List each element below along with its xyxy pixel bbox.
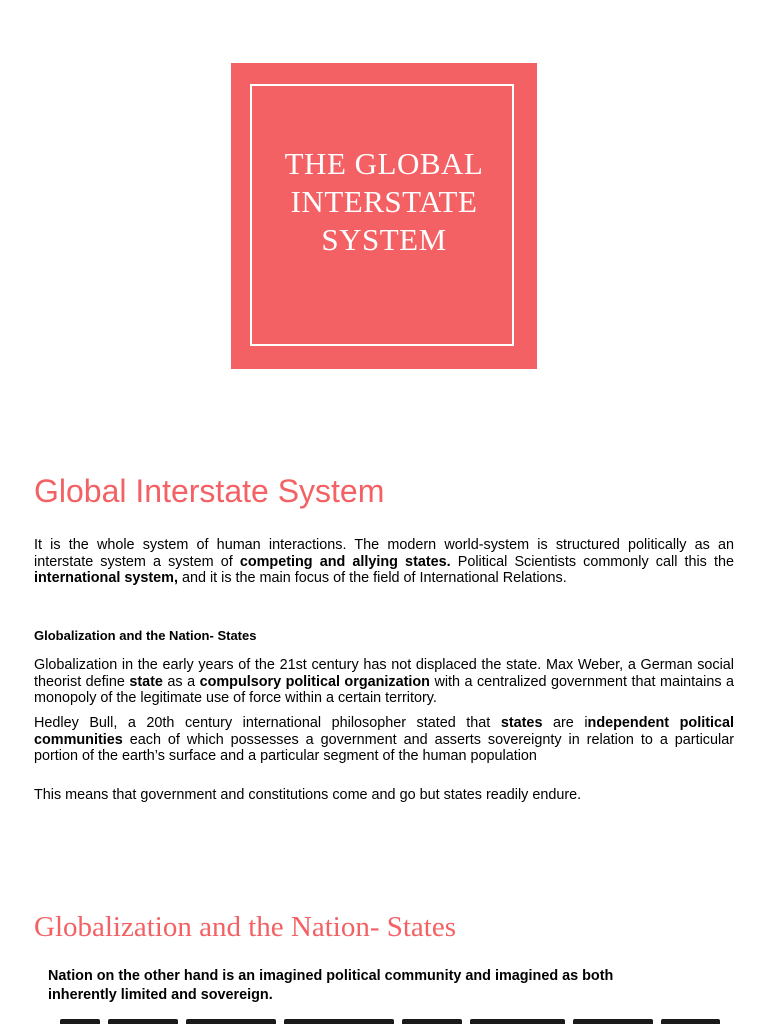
intro-paragraph: It is the whole system of human interactions. The modern world-system is structured politically as an interstate system a system of competing and allying states. Political Scientists commonly call this the international system, and it is the main focus of the field of International Relations. [34,537,734,586]
cover-block [231,63,537,369]
bull-paragraph: Hedley Bull, a 20th century international philosopher stated that states are independent political communities each of which possesses a government and asserts sovereignty in relation to a particular portion of the earth’s surface and a particular segment of the human population [34,715,734,764]
weber-paragraph: Globalization in the early years of the 21st century has not displaced the state. Max Weber, a German social theorist define state as a compulsory political organization with a centralized government that maintains a monopoly of the legitimate use of force within a certain territory. [34,657,735,706]
section-heading-globalization-nation-states: Globalization and the Nation- States [34,911,457,943]
conclusion-paragraph: This means that government and constitutions come and go but states readily endure. [34,787,582,803]
cover-title: THE GLOBAL INTERSTATE SYSTEM [284,146,484,257]
section-heading-global-interstate-system: Global Interstate System [34,473,385,509]
cut-off-text-line [60,1017,720,1024]
nation-paragraph: Nation on the other hand is an imagined political community and imagined as both inherently limited and sovereign. [48,968,614,1003]
subheading-globalization-nation-states: Globalization and the Nation- States [34,628,257,643]
